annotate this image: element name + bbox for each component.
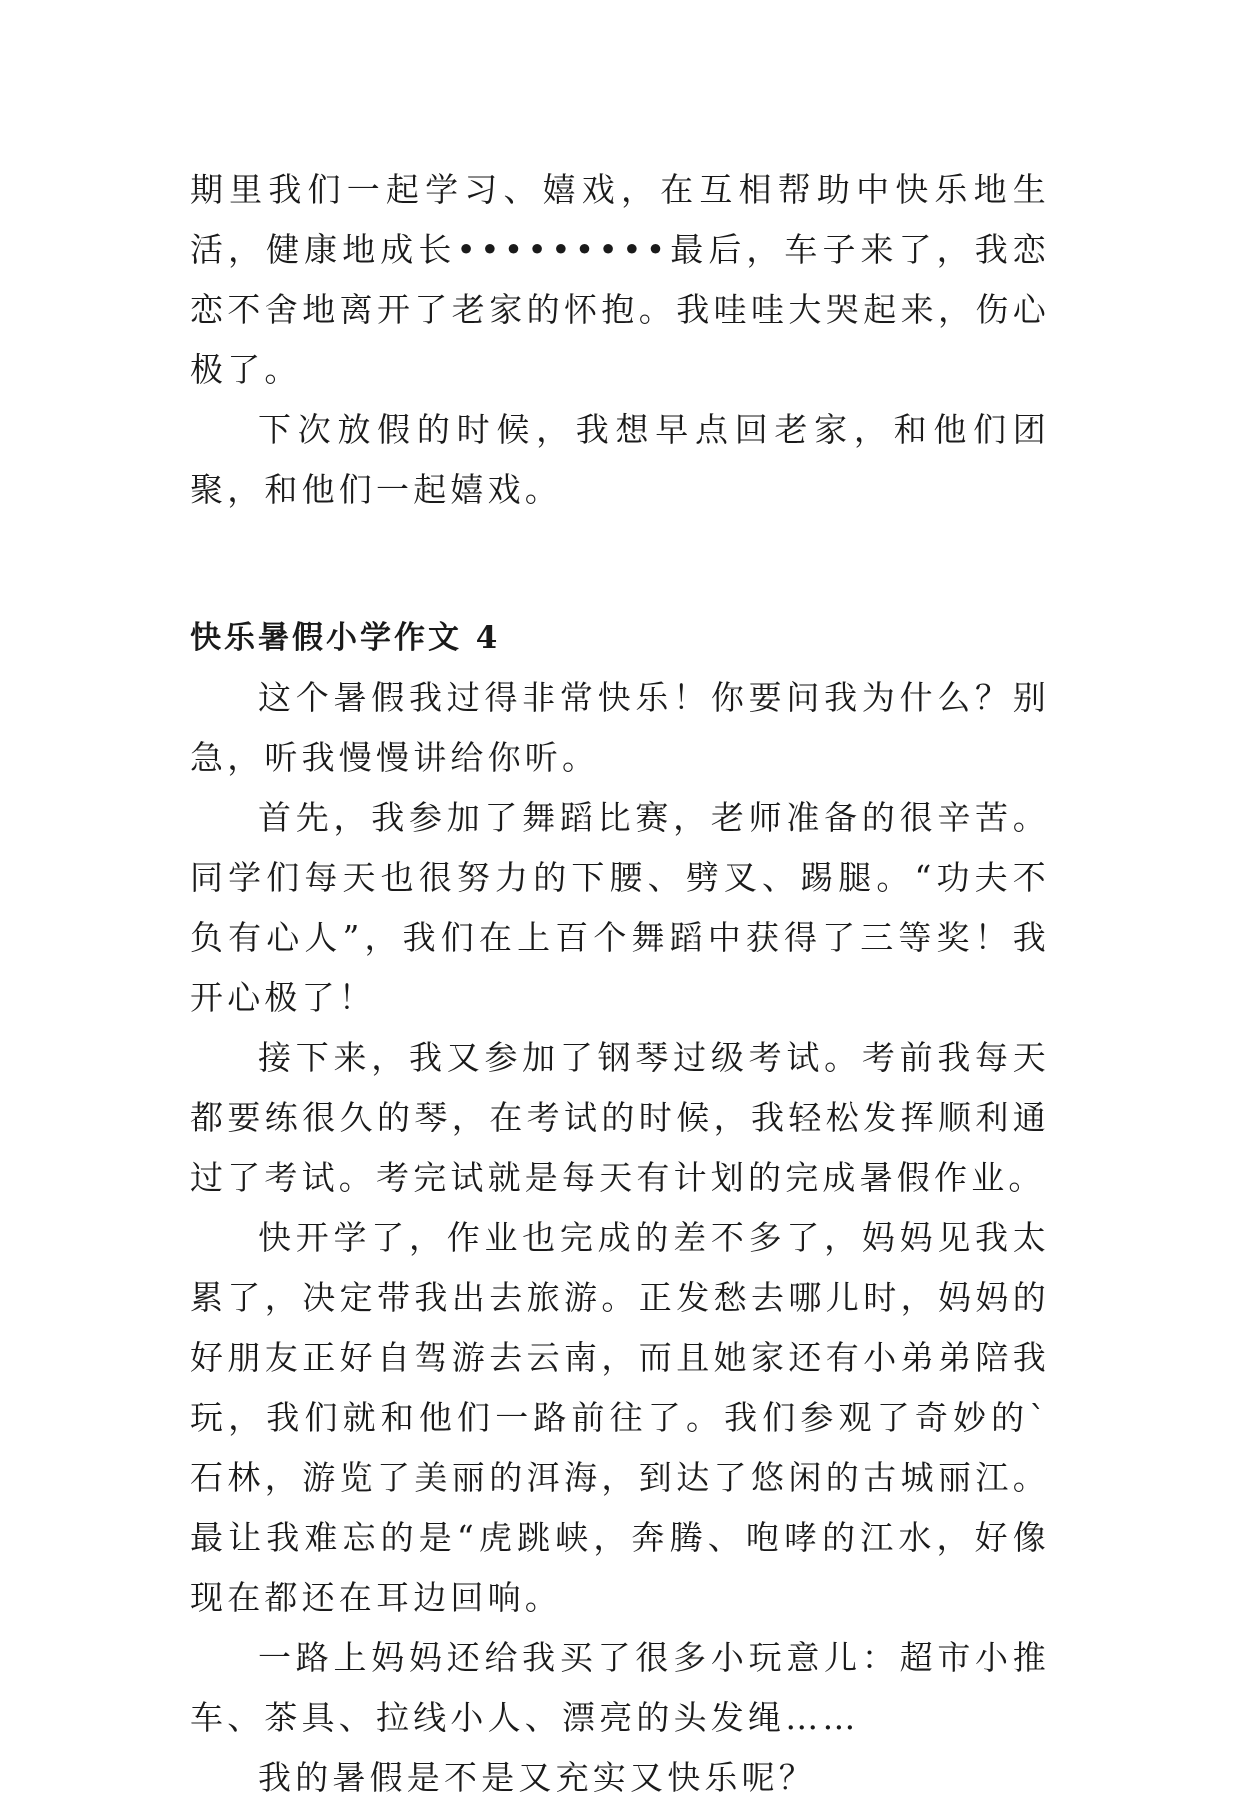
paragraph: 快开学了，作业也完成的差不多了，妈妈见我太累了，决定带我出去旅游。正发愁去哪儿时，妈妈的好朋友正好自驾游去云南，而且她家还有小弟弟陪我玩，我们就和他们一路前往了。我们参观了奇妙的`石林，游览了美丽的洱海，到达了悠闲的古城丽江。最让我难忘的是“虎跳峡，奔腾、咆哮的江水，好像现在都还在耳边回响。 xyxy=(190,1218,1050,1617)
paragraph: 接下来，我又参加了钢琴过级考试。考前我每天都要练很久的琴，在考试的时候，我轻松发挥顺利通过了考试。考完试就是每天有计划的完成暑假作业。 xyxy=(190,1038,1050,1197)
section-title: 快乐暑假小学作文 4 xyxy=(190,620,501,656)
paragraph: 一路上妈妈还给我买了很多小玩意儿：超市小推车、茶具、拉线小人、漂亮的头发绳…… xyxy=(190,1638,1050,1737)
paragraph: 我的暑假是不是又充实又快乐呢？ xyxy=(258,1758,816,1797)
paragraph-continued: 期里我们一起学习、嬉戏，在互相帮助中快乐地生活，健康地成长•••••••••最后，车子来了，我恋恋不舍地离开了老家的怀抱。我哇哇大哭起来，伤心极了。 xyxy=(190,170,1050,389)
paragraph: 首先，我参加了舞蹈比赛，老师准备的很辛苦。同学们每天也很努力的下腰、劈叉、踢腿。“功夫不负有心人”，我们在上百个舞蹈中获得了三等奖！我开心极了！ xyxy=(190,798,1050,1017)
paragraph: 这个暑假我过得非常快乐！你要问我为什么？别急，听我慢慢讲给你听。 xyxy=(190,678,1050,777)
paragraph: 下次放假的时候，我想早点回老家，和他们团聚，和他们一起嬉戏。 xyxy=(190,410,1050,509)
document-body xyxy=(190,160,1050,1808)
